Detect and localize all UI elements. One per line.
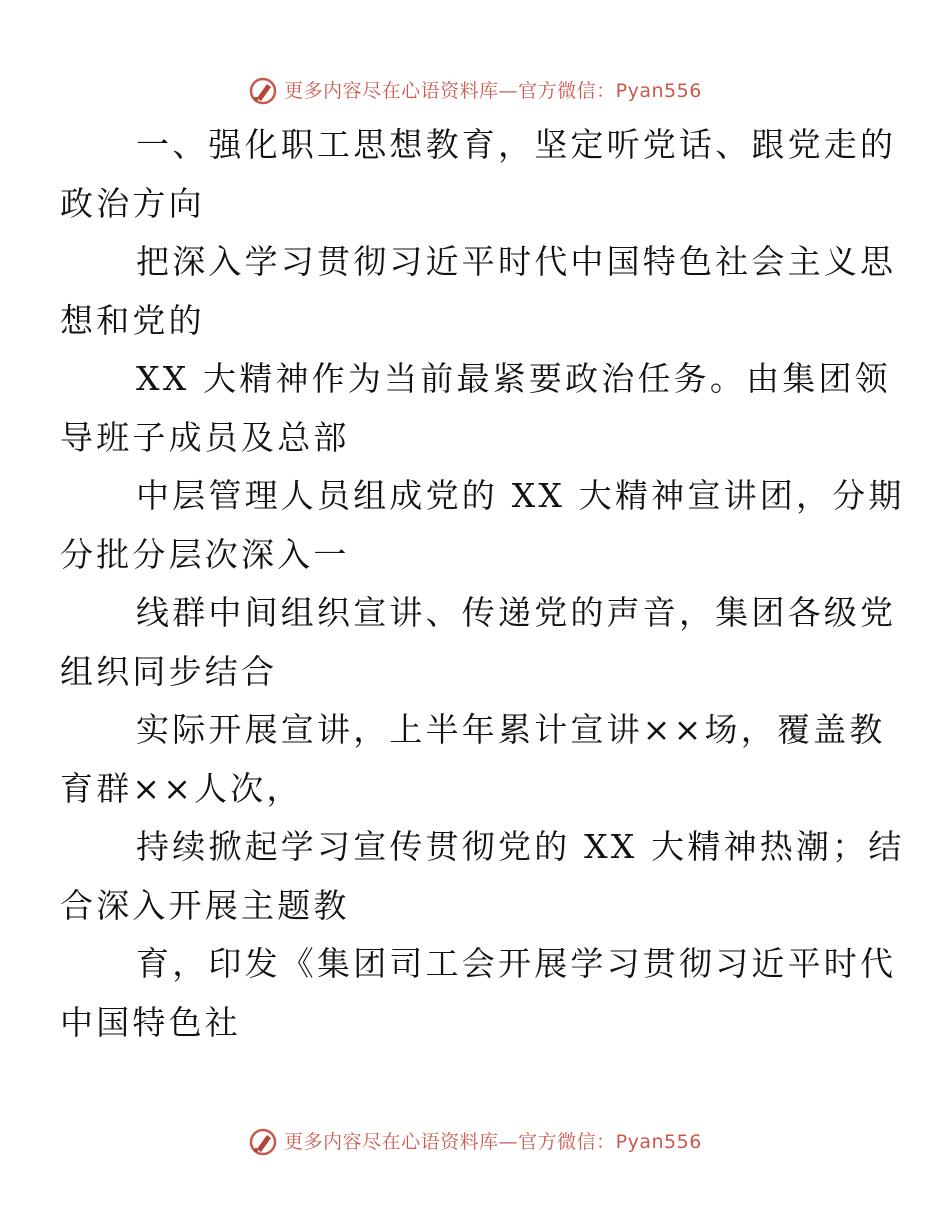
paragraph: 育，印发《集团司工会开展学习贯彻习近平时代 中国特色社 <box>60 944 897 1042</box>
watermark-text: 更多内容尽在心语资料库—官方微信：Pyan556 <box>284 1131 702 1153</box>
paragraph: 线群中间组织宣讲、传递党的声音，集团各级党 组织同步结合 <box>60 593 897 691</box>
pen-nib-circle-icon <box>248 1127 278 1157</box>
paragraph: 持续掀起学习宣传贯彻党的 XX 大精神热潮；结 合深入开展主题教 <box>60 827 905 925</box>
footer-watermark <box>0 1127 950 1157</box>
watermark-text: 更多内容尽在心语资料库—官方微信：Pyan556 <box>284 80 702 102</box>
pen-nib-circle-icon <box>248 76 278 106</box>
paragraph: 实际开展宣讲，上半年累计宣讲××场，覆盖教 育群××人次， <box>60 710 886 808</box>
paragraph: 把深入学习贯彻习近平时代中国特色社会主义思 想和党的 <box>60 242 897 340</box>
paragraph: 中层管理人员组成党的 XX 大精神宣讲团，分期 分批分层次深入一 <box>60 476 905 574</box>
document-body <box>60 116 905 1052</box>
header-watermark <box>0 76 950 106</box>
paragraph: 一、强化职工思想教育，坚定听党话、跟党走的 政治方向 <box>60 125 897 223</box>
paragraph: XX 大精神作为当前最紧要政治任务。由集团领 导班子成员及总部 <box>60 359 891 457</box>
